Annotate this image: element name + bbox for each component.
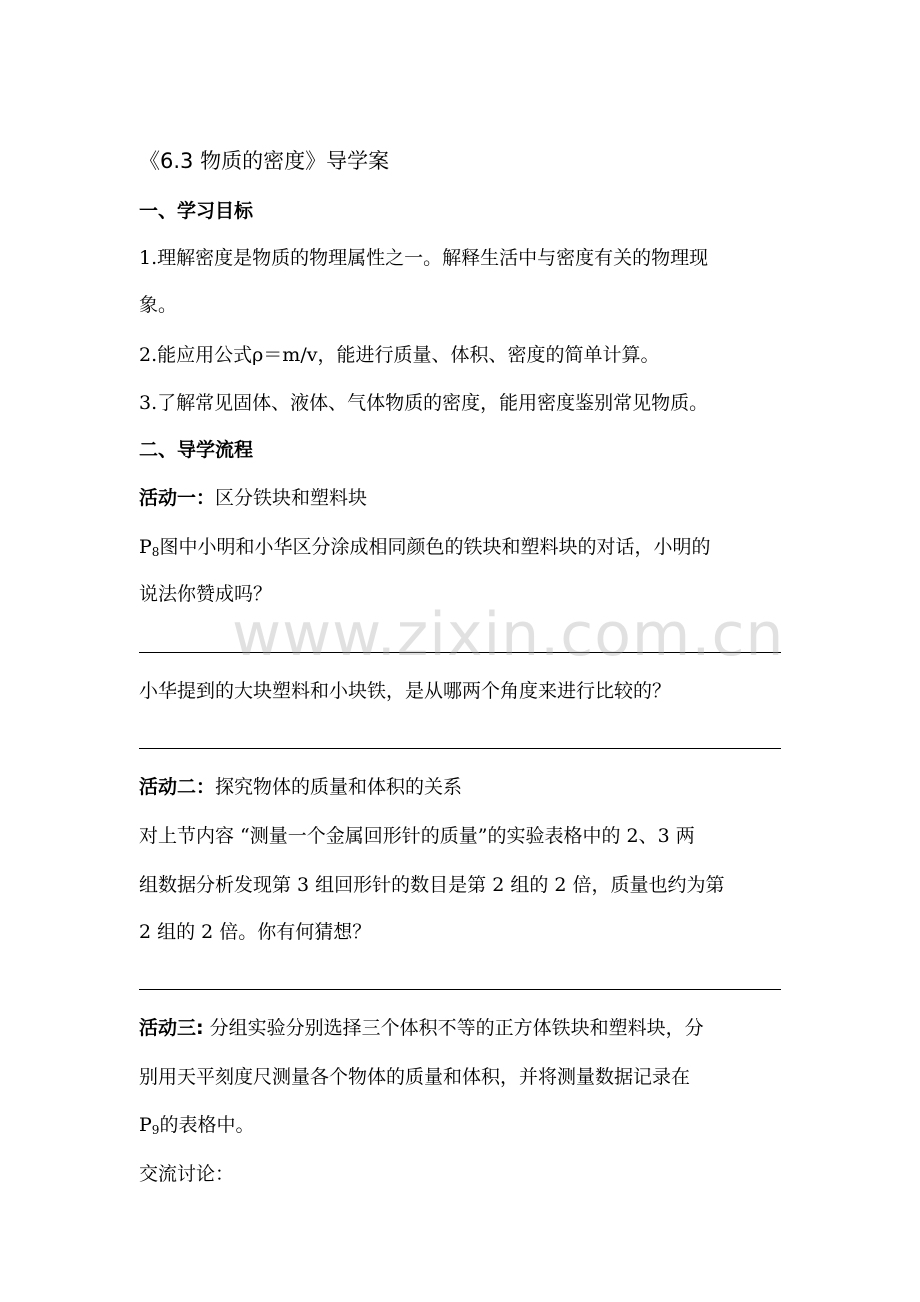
page-ref-p9: P (139, 1114, 152, 1136)
page-ref-number: 8 (151, 545, 160, 559)
discussion-heading: 交流讨论： (139, 1163, 235, 1185)
goal-3: 3.了解常见固体、液体、气体物质的密度，能用密度鉴别常见物质。 (139, 392, 709, 414)
goal-2: 2.能应用公式ρ＝m/v，能进行质量、体积、密度的简单计算。 (139, 344, 660, 366)
activity-3-text-1: 分组实验分别选择三个体积不等的正方体铁块和塑料块，分 (203, 1017, 704, 1039)
activity-2-label: 活动二： (139, 776, 216, 798)
answer-line-2[interactable] (139, 748, 781, 749)
activity-2-title: 探究物体的质量和体积的关系 (215, 776, 463, 798)
section-heading-goals: 一、学习目标 (139, 200, 254, 222)
answer-line-1[interactable] (139, 652, 781, 653)
section-heading-process: 二、导学流程 (139, 439, 254, 461)
question-1-text: 图中小明和小华区分涂成相同颜色的铁块和塑料块的对话，小明的 (159, 536, 711, 558)
activity-1-question-1-line-2: 说法你赞成吗？ (139, 583, 273, 605)
activity-3-line-2: 别用天平刻度尺测量各个物体的质量和体积，并将测量数据记录在 (139, 1066, 691, 1088)
activity-2-paragraph-line-3: 2 组的 2 倍。你有何猜想？ (139, 921, 372, 943)
document-title: 《6.3 物质的密度》导学案 (139, 149, 390, 173)
goal-1-line-2: 象。 (139, 294, 178, 316)
page-ref-p: P (139, 536, 152, 558)
goal-1-line-1: 1.理解密度是物质的物理属性之一。解释生活中与密度有关的物理现 (139, 247, 709, 269)
activity-1-question-2: 小华提到的大块塑料和小块铁，是从哪两个角度来进行比较的？ (139, 680, 672, 702)
watermark: www.zixin.com.cn (232, 600, 785, 670)
activity-2-paragraph-line-1: 对上节内容 “测量一个金属回形针的质量”的实验表格中的 2、3 两 (139, 825, 695, 847)
activity-3-text-3: 的表格中。 (159, 1114, 255, 1136)
activity-1-title: 区分铁块和塑料块 (215, 487, 368, 509)
page-ref-number-9: 9 (151, 1123, 160, 1137)
activity-1-heading (139, 485, 789, 511)
activity-1-question-1-line-1 (139, 534, 789, 560)
activity-3-line-1 (139, 1015, 789, 1041)
activity-3-label: 活动三: (139, 1017, 204, 1039)
activity-3-line-3 (139, 1112, 789, 1138)
activity-2-heading (139, 774, 789, 800)
activity-1-label: 活动一： (139, 487, 216, 509)
answer-line-3[interactable] (139, 989, 781, 990)
activity-2-paragraph-line-2: 组数据分析发现第 3 组回形针的数目是第 2 组的 2 倍，质量也约为第 (139, 874, 725, 896)
